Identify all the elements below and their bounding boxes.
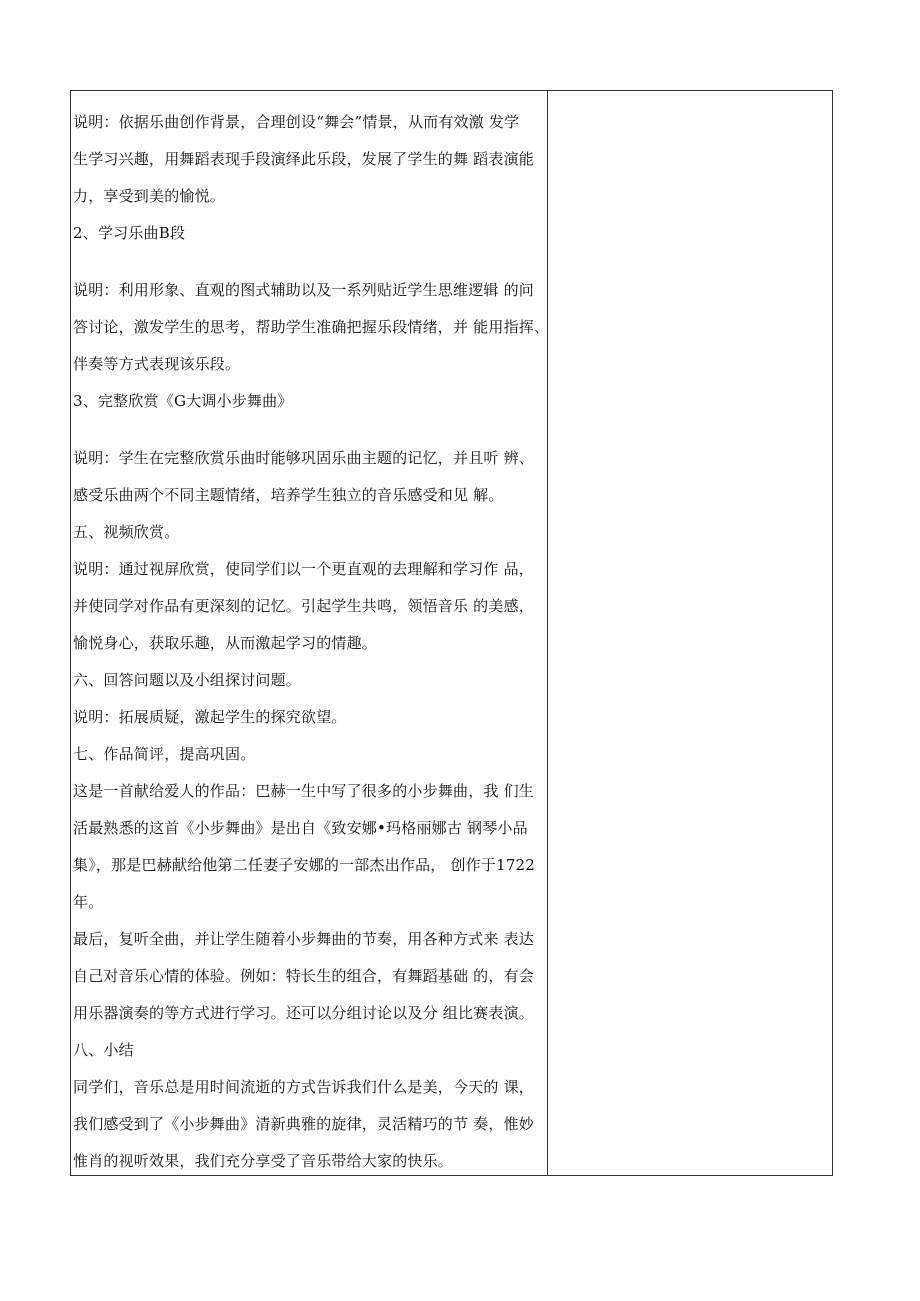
text-line: 愉悦身心，获取乐趣，从而激起学习的情趣。 [73,634,378,652]
heading-section-7: 七、作品简评，提高巩固。 [73,745,256,763]
paragraph-dance-explanation [73,104,547,215]
text-line: 活最熟悉的这首《小步舞曲》是出自《致安娜•玛格丽娜古 钢琴小品 [73,819,528,837]
text-line: 感受乐曲两个不同主题情绪，培养学生独立的音乐感受和见 解。 [73,486,504,504]
paragraph-work-review [73,773,547,921]
paragraph-discussion-explanation: 说明：拓展质疑，激起学生的探究欲望。 [73,708,347,726]
text-line: 生学习兴趣，用舞蹈表现手段演绎此乐段，发展了学生的舞 蹈表演能 [73,150,534,168]
lesson-table [70,90,833,1176]
text-line: 并使同学对作品有更深刻的记忆。引起学生共鸣，领悟音乐 的美感， [73,597,534,615]
text-line: 力，享受到美的愉悦。 [73,187,226,205]
heading-section-2: 2、学习乐曲B段 [73,224,186,242]
text-line: 说明：通过视屏欣赏，使同学们以一个更直观的去理解和学习作 品， [73,560,534,578]
heading-section-3: 3、完整欣赏《G大调小步舞曲》 [73,392,293,410]
text-line: 说明：利用形象、直观的图式辅助以及一系列贴近学生思维逻辑 的问 [73,281,534,299]
text-line: 自己对音乐心情的体验。例如：特长生的组合，有舞蹈基础 的，有会 [73,967,534,985]
text-line: 同学们，音乐总是用时间流逝的方式告诉我们什么是美，今天的 课， [73,1078,534,1096]
heading-section-8: 八、小结 [73,1041,134,1059]
text-line: 惟肖的视听效果，我们充分享受了音乐带给大家的快乐。 [73,1152,454,1170]
content-cell [71,91,548,1175]
notes-cell [548,91,832,1175]
heading-section-6: 六、回答问题以及小组探讨问题。 [73,671,302,689]
text-line: 我们感受到了《小步舞曲》清新典雅的旋律，灵活精巧的节 奏，惟妙 [73,1115,534,1133]
text-line: 用乐器演奏的等方式进行学习。还可以分组讨论以及分 组比赛表演。 [73,1004,534,1022]
text-line: 答讨论，激发学生的思考，帮助学生准确把握乐段情绪，并 能用指挥、 [73,318,550,336]
paragraph-final-listening [73,921,547,1032]
paragraph-video-explanation [73,551,547,662]
paragraph-summary [73,1069,547,1180]
text-line: 说明：学生在完整欣赏乐曲时能够巩固乐曲主题的记忆，并且听 辨、 [73,449,534,467]
text-line: 年。 [73,893,104,911]
text-line: 说明：依据乐曲创作背景，合理创设“舞会”情景，从而有效激 发学 [73,113,520,131]
text-line: 集》，那是巴赫献给他第二任妻子安娜的一部杰出作品， 创作于1722 [73,856,536,874]
paragraph-full-listening-explanation [73,440,547,514]
text-line: 最后，复听全曲，并让学生随着小步舞曲的节奏，用各种方式来 表达 [73,930,534,948]
heading-section-5: 五、视频欣赏。 [73,523,180,541]
paragraph-b-section-explanation [73,272,550,383]
text-line: 这是一首献给爱人的作品：巴赫一生中写了很多的小步舞曲，我 们生 [73,782,534,800]
text-line: 伴奏等方式表现该乐段。 [73,355,241,373]
